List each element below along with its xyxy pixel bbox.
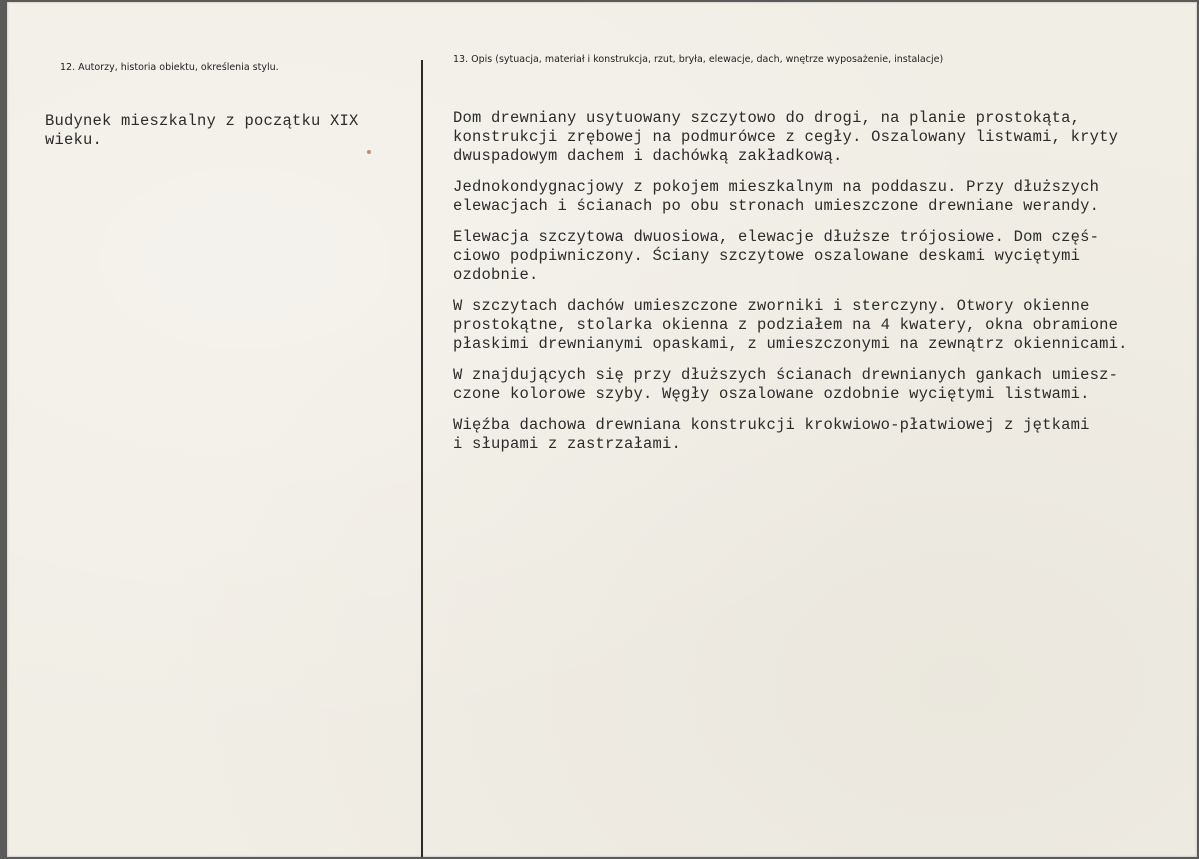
description-paragraph-6: Więźba dachowa drewniana konstrukcji krokwiowo-płatwiowej z jętkami i słupami z zastrzałami. — [453, 416, 1090, 453]
description-paragraph-2: Jednokondygnacjowy z pokojem mieszkalnym na poddaszu. Przy dłuższych elewacjach i ścianach po obu stronach umieszczone drewniane werandy. — [453, 178, 1100, 215]
ink-spot — [367, 150, 371, 154]
field-13-label: 13. Opis (sytuacja, materiał i konstrukcja, rzut, bryła, elewacje, dach, wnętrze wyposażenie, instalacje) — [453, 54, 944, 65]
field-12-text: Budynek mieszkalny z początku XIX wieku. — [45, 112, 359, 149]
document-page — [7, 2, 1197, 857]
field-13-body — [453, 109, 1173, 466]
field-12-label: 12. Autorzy, historia obiektu, określenia stylu. — [60, 62, 279, 73]
column-divider — [421, 60, 423, 857]
description-paragraph-5: W znajdujących się przy dłuższych ścianach drewnianych gankach umiesz- czone kolorowe szyby. Węgły oszalowane ozdobnie wyciętymi listwami. — [453, 366, 1119, 403]
description-paragraph-4: W szczytach dachów umieszczone zworniki i sterczyny. Otwory okienne prostokątne, stolarka okienna z podziałem na 4 kwatery, okna obramione płaskimi drewnianymi opaskami, z umieszczonymi na zewnątrz okiennicami. — [453, 297, 1128, 353]
description-paragraph-1: Dom drewniany usytuowany szczytowo do drogi, na planie prostokąta, konstrukcji zrębowej na podmurówce z cegły. Oszalowany listwami, kryty dwuspadowym dachem i dachówką zakładkową. — [453, 109, 1119, 165]
description-paragraph-3: Elewacja szczytowa dwuosiowa, elewacje dłuższe trójosiowe. Dom częś- ciowo podpiwniczony. Ściany szczytowe oszalowane deskami wyciętymi ozdobnie. — [453, 228, 1100, 284]
